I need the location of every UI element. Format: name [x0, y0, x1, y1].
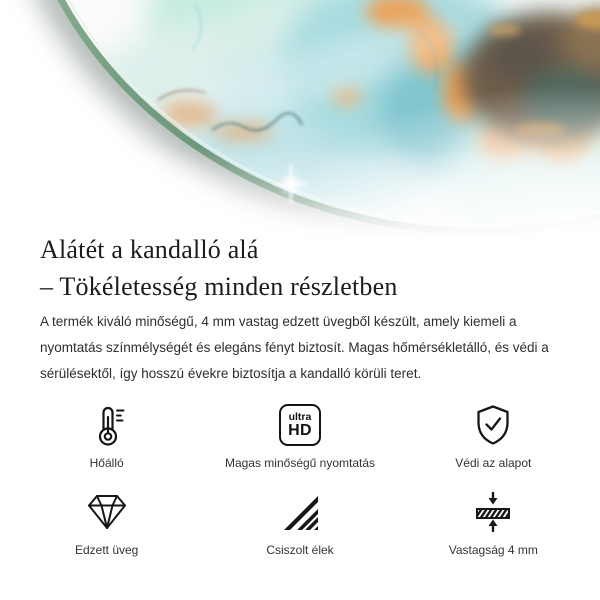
product-image: [0, 0, 600, 238]
feature-print-quality: [203, 400, 396, 470]
title-line-1: Alátét a kandalló alá: [40, 235, 259, 264]
feature-label: Edzett üveg: [74, 543, 139, 557]
feature-label: Csiszolt élek: [266, 543, 334, 557]
thickness-press-icon: [471, 487, 515, 537]
feature-label: Vastagság 4 mm: [448, 543, 538, 557]
glass-hearth-pad-illustration: [0, 0, 600, 238]
ultra-hd-icon-text-bottom: HD: [288, 421, 312, 439]
feature-polished-edges: [203, 487, 396, 557]
beveled-edge-icon: [278, 487, 322, 537]
diamond-icon: [84, 487, 130, 537]
feature-label: Magas minőségű nyomtatás: [224, 456, 376, 470]
page-title: [40, 231, 398, 305]
feature-tempered-glass: [10, 487, 203, 557]
feature-heat-resistant: [10, 400, 203, 470]
shield-check-icon: [471, 400, 515, 450]
features-grid: [10, 400, 590, 557]
thermometer-icon: [85, 400, 129, 450]
feature-thickness: [397, 487, 590, 557]
feature-label: Védi az alapot: [455, 456, 532, 470]
title-line-2: – Tökéletesség minden részletben: [40, 272, 398, 301]
ultra-hd-icon-text-top: ultra: [288, 410, 312, 423]
fade-overlay-bottom: [0, 0, 600, 238]
feature-label: Hőálló: [89, 456, 124, 470]
product-description: A termék kiváló minőségű, 4 mm vastag edzett üvegből készült, amely kiemeli a nyomtatás színmélységét és elegáns fényt biztosít. Magas hőmérsékletálló, és védi a sérülésektől, így hosszú évekre biztosítja a kandalló körüli teret.: [40, 314, 549, 381]
ultra-hd-icon: [279, 400, 321, 450]
feature-protects-base: [397, 400, 590, 470]
